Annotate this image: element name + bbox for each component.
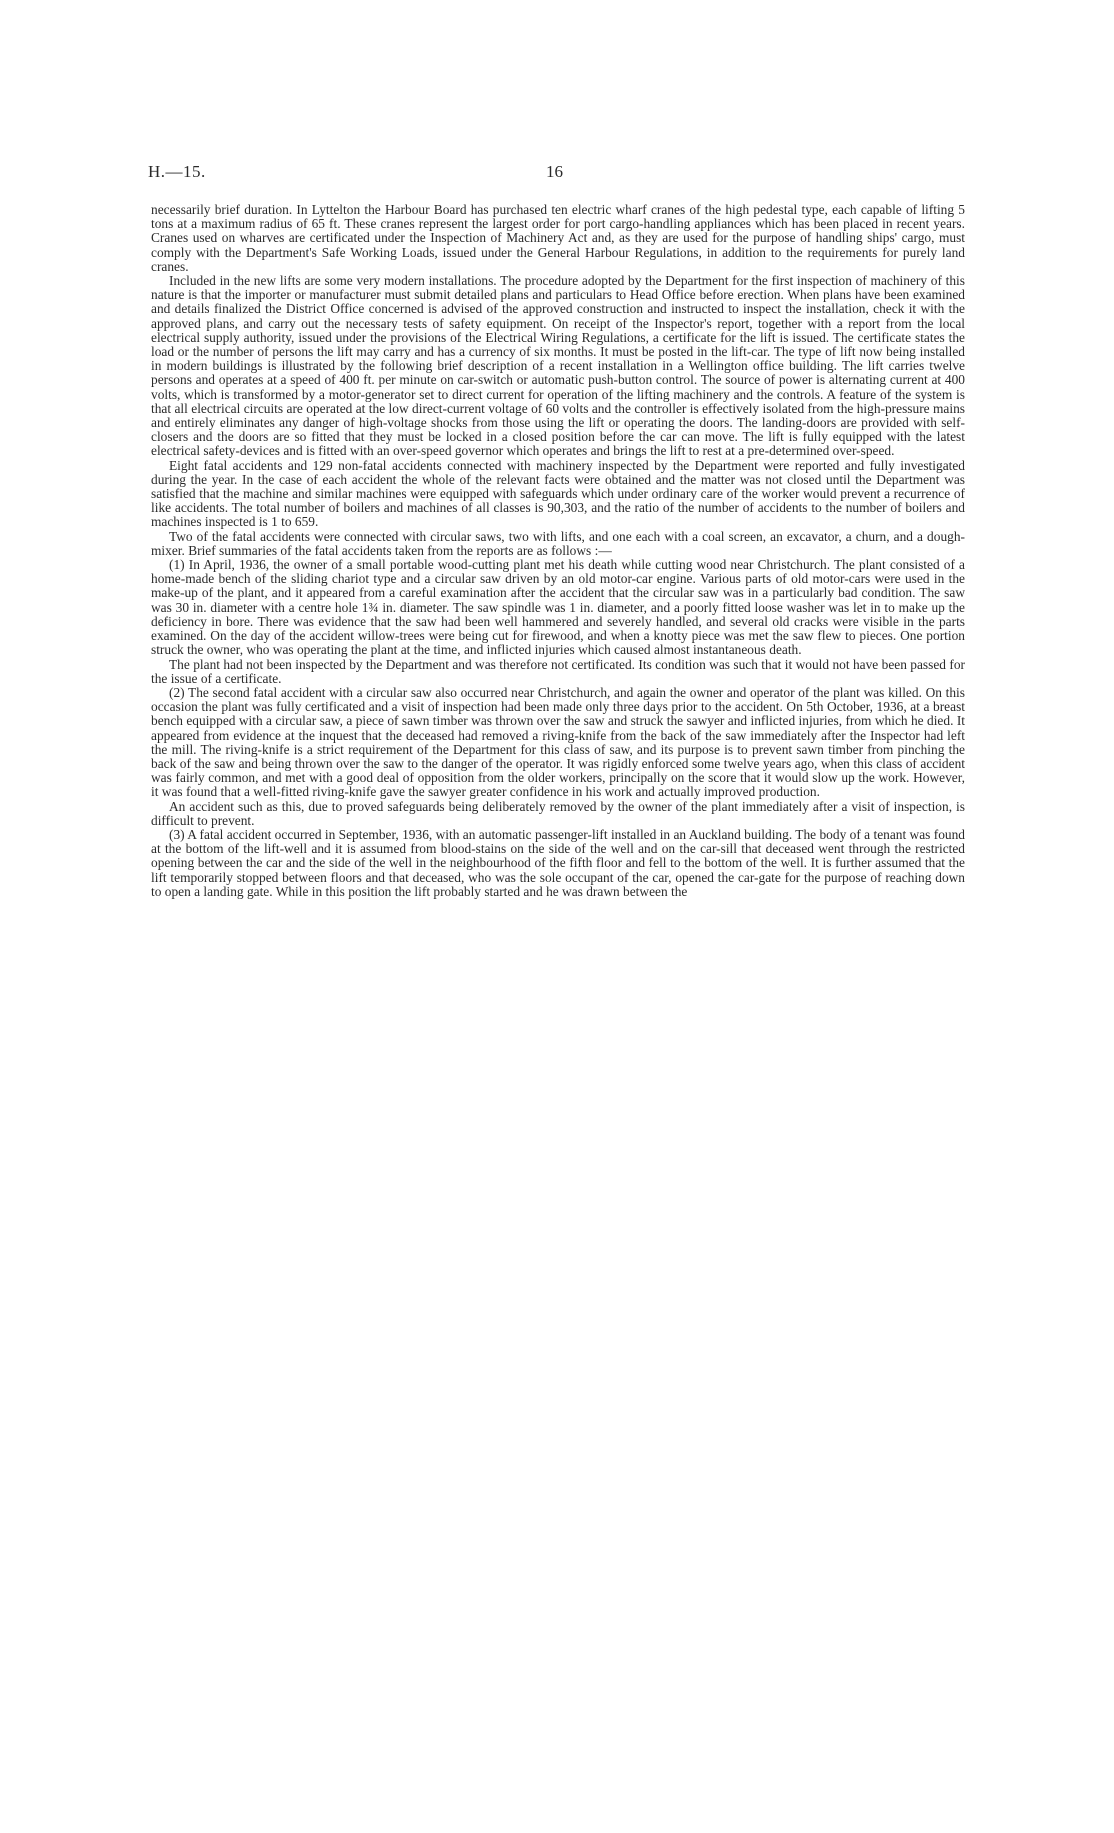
page-number: 16 <box>546 162 563 181</box>
body-text <box>151 203 965 899</box>
paragraph-accident-2: (2) The second fatal accident with a circular saw also occurred near Christchurch, and again the owner and operator of the plant was killed. On this occasion the plant was fully certificated and a visit of inspection had been made only three days prior to the accident. On 5th October, 1936, at a breast bench equipped with a circular saw, a piece of sawn timber was thrown over the saw and struck the sawyer and inflicted injuries, from which he died. It appeared from evidence at the inquest that the deceased had removed a riving-knife from the back of the saw immediately after the Inspector had left the mill. The riving-knife is a strict requirement of the Department for this class of saw, and its purpose is to prevent sawn timber from pinching the back of the saw and being thrown over the saw to the danger of the operator. It was rigidly enforced some twelve years ago, when this class of accident was fairly common, and met with a good deal of opposition from the older workers, principally on the score that it would slow up the work. However, it was found that a well-fitted riving-knife gave the sawyer greater confidence in his work and actually improved production. <box>151 684 965 800</box>
paragraph-lifts: Included in the new lifts are some very modern installations. The procedure adopted by the Department for the first inspection of machinery of this nature is that the importer or manufacturer must submit detailed plans and particulars to Head Office before erection. When plans have been examined and details finalized the District Office concerned is advised of the approved construction and instructed to inspect the installation, check it with the approved plans, and carry out the necessary tests of safety equipment. On receipt of the Inspector's report, together with a report from the local electrical supply authority, issued under the provisions of the Electrical Wiring Regulations, a certificate for the lift is issued. The certificate states the load or the number of persons the lift may carry and has a currency of six months. It must be posted in the lift-car. The type of lift now being installed in modern buildings is illustrated by the following brief description of a recent installation in a Wellington office building. The lift carries twelve persons and operates at a speed of 400 ft. per minute on car-switch or automatic push-button control. The source of power is alternating current at 400 volts, which is transformed by a motor-generator set to direct current for operation of the lifting machinery and the controls. A feature of the system is that all electrical circuits are operated at the low direct-current voltage of 60 volts and the controller is effectively isolated from the high-pressure mains and entirely eliminates any danger of high-voltage shocks from those using the lift or operating the doors. The landing-doors are provided with self-closers and the doors are so fitted that they must be locked in a closed position before the car can move. The lift is fully equipped with the latest electrical safety-devices and is fitted with an over-speed governor which operates and brings the lift to rest at a pre-determined over-speed. <box>151 273 965 459</box>
paragraph-accident-1: (1) In April, 1936, the owner of a small portable wood-cutting plant met his death while cutting wood near Christchurch. The plant consisted of a home-made bench of the sliding chariot type and a circular saw driven by an old motor-car engine. Various parts of old motor-cars were used in the make-up of the plant, and it appeared from a careful examination after the accident that the circular saw was in a particularly bad condition. The saw was 30 in. diameter with a centre hole 1¾ in. diameter. The saw spindle was 1 in. diameter, and a poorly fitted loose washer was let in to make up the deficiency in bore. There was evidence that the saw had been well hammered and severely handled, and several old cracks were visible in the parts examined. On the day of the accident willow-trees were being cut for firewood, and when a knotty piece was met the saw flew to pieces. One portion struck the owner, who was operating the plant at the time, and inflicted injuries which caused almost instantaneous death. <box>151 557 965 658</box>
paragraph-accident-statistics: Eight fatal accidents and 129 non-fatal accidents connected with machinery inspected by the Department were reported and fully investigated during the year. In the case of each accident the whole of the relevant facts were obtained and the matter was not closed until the Department was satisfied that the machine and similar machines were equipped with safeguards which under ordinary care of the worker would prevent a recurrence of like accidents. The total number of boilers and machines of all classes is 90,303, and the ratio of the number of accidents to the number of boilers and machines inspected is 1 to 659. <box>151 457 965 530</box>
paragraph-continuation-cranes: necessarily brief duration. In Lyttelton the Harbour Board has purchased ten electric wharf cranes of the high pedestal type, each capable of lifting 5 tons at a maximum radius of 65 ft. These cranes represent the largest order for port cargo-handling appliances which has been placed in recent years. Cranes used on wharves are certificated under the Inspection of Machinery Act and, as they are used for the purpose of handling ships' cargo, must comply with the Department's Safe Working Loads, issued under the General Harbour Regulations, in addition to the requirements for purely land cranes. <box>151 202 965 274</box>
document-reference: H.—15. <box>148 162 206 181</box>
paragraph-fatal-accidents-intro: Two of the fatal accidents were connected with circular saws, two with lifts, and one each with a coal screen, an excavator, a churn, and a dough-mixer. Brief summaries of the fatal accidents taken from the reports are as follows :— <box>151 528 965 558</box>
paragraph-accident-2-note: An accident such as this, due to proved safeguards being deliberately removed by the owner of the plant immediately after a visit of inspection, is difficult to prevent. <box>151 798 965 828</box>
paragraph-accident-1-note: The plant had not been inspected by the Department and was therefore not certificated. Its condition was such that it would not have been passed for the issue of a certificate. <box>151 656 965 686</box>
page-header <box>148 162 962 190</box>
paragraph-accident-3: (3) A fatal accident occurred in September, 1936, with an automatic passenger-lift installed in an Auckland building. The body of a tenant was found at the bottom of the lift-well and it is assumed from blood-stains on the side of the well and on the car-sill that deceased went through the restricted opening between the car and the side of the well in the neighbourhood of the fifth floor and fell to the bottom of the well. It is further assumed that the lift temporarily stopped between floors and that deceased, who was the sole occupant of the car, opened the car-gate for the purpose of reaching down to open a landing gate. While in this position the lift probably started and he was drawn between the <box>151 826 965 899</box>
